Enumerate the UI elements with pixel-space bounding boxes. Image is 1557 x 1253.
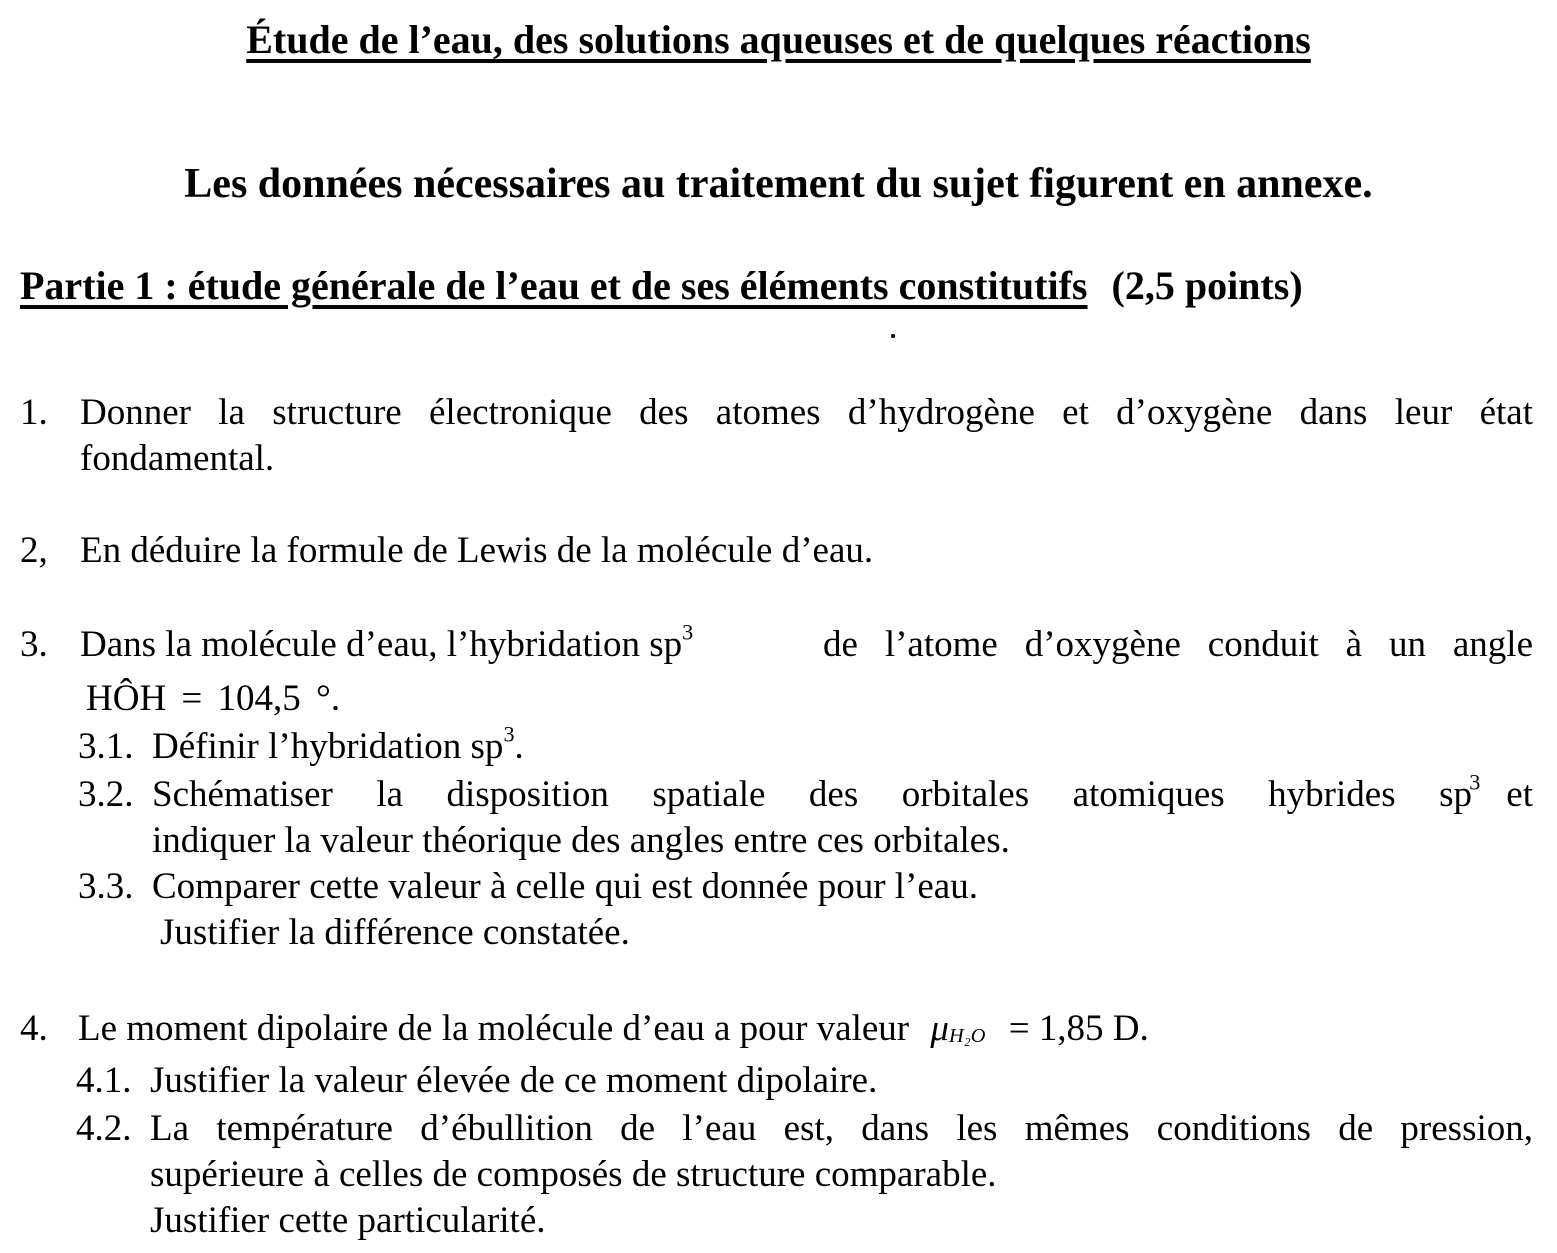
stray-dot-mark	[891, 334, 895, 338]
question-3-3-number: 3.3.	[78, 866, 134, 907]
dipole-moment-symbol: $\mu_{H_2O}$	[930, 1008, 986, 1049]
question-2-text: En déduire la formule de Lewis de la molécule d’eau.	[80, 530, 874, 571]
question-2-number: 2,	[20, 530, 48, 571]
superscript: 3	[503, 721, 515, 747]
superscript: 3	[682, 619, 694, 645]
question-3-2-line-2: indiquer la valeur théorique des angles entre ces orbitales.	[152, 820, 1010, 861]
question-4-text: Le moment dipolaire de la molécule d’eau a pour valeur $\mu_{H_2O} = 1,85$ D.	[78, 1008, 1149, 1049]
question-3-2-line-1-a: Schématiser la disposition spatiale des orbitales atomiques hybrides sp	[152, 774, 1472, 815]
question-4-1-text: Justifier la valeur élevée de ce moment dipolaire.	[150, 1060, 878, 1101]
question-4-2-line-1: La température d’ébullition de l’eau est, dans les mêmes conditions de pression,	[150, 1108, 1533, 1149]
question-4-number: 4.	[20, 1008, 48, 1049]
document-title: Étude de l’eau, des solutions aqueuses et de quelques réactions	[246, 17, 1311, 62]
question-3-1-text: Définir l’hybridation $sp^3$.	[152, 721, 524, 767]
question-1-number: 1.	[20, 392, 48, 433]
question-4-1-number: 4.1.	[76, 1060, 132, 1101]
question-3-2-line-1-b: $^3$ et	[1469, 769, 1533, 815]
question-3-line-1-b: de l’atome d’oxygène conduit à un angle	[823, 624, 1533, 665]
question-1	[20, 390, 48, 436]
question-4-2-number: 4.2.	[76, 1108, 132, 1149]
question-1-line-2: fondamental.	[80, 438, 275, 479]
question-3-2-number: 3.2.	[78, 774, 134, 815]
document-subtitle: Les données nécessaires au traitement du sujet figurent en annexe.	[184, 161, 1373, 207]
superscript: 3	[1469, 769, 1481, 795]
part-points: (2,5 points)	[1111, 263, 1303, 308]
part-heading-text: Partie 1 : étude générale de l’eau et de ses éléments constitutifs	[20, 263, 1088, 308]
question-3-2-line-1	[152, 769, 1533, 818]
question-4-2-line-3: Justifier cette particularité.	[150, 1200, 546, 1241]
question-4-2-line-2: supérieure à celles de composés de structure comparable.	[150, 1154, 997, 1195]
question-3-angle: HÔH = 104,5 °.	[86, 678, 341, 719]
question-3-1-number: 3.1.	[78, 726, 134, 767]
question-3-3-line-1: Comparer cette valeur à celle qui est donnée pour l’eau.	[152, 866, 978, 907]
question-3-line-1	[80, 619, 1533, 668]
question-3-3-line-2: Justifier la différence constatée.	[160, 912, 630, 953]
question-3-number: 3.	[20, 624, 48, 665]
question-3-line-1-a: Dans la molécule d’eau, l’hybridation $sp^3$	[80, 619, 694, 665]
question-1-line-1: Donner la structure électronique des atomes d’hydrogène et d’oxygène dans leur état	[80, 392, 1533, 433]
part-heading	[20, 262, 1303, 309]
